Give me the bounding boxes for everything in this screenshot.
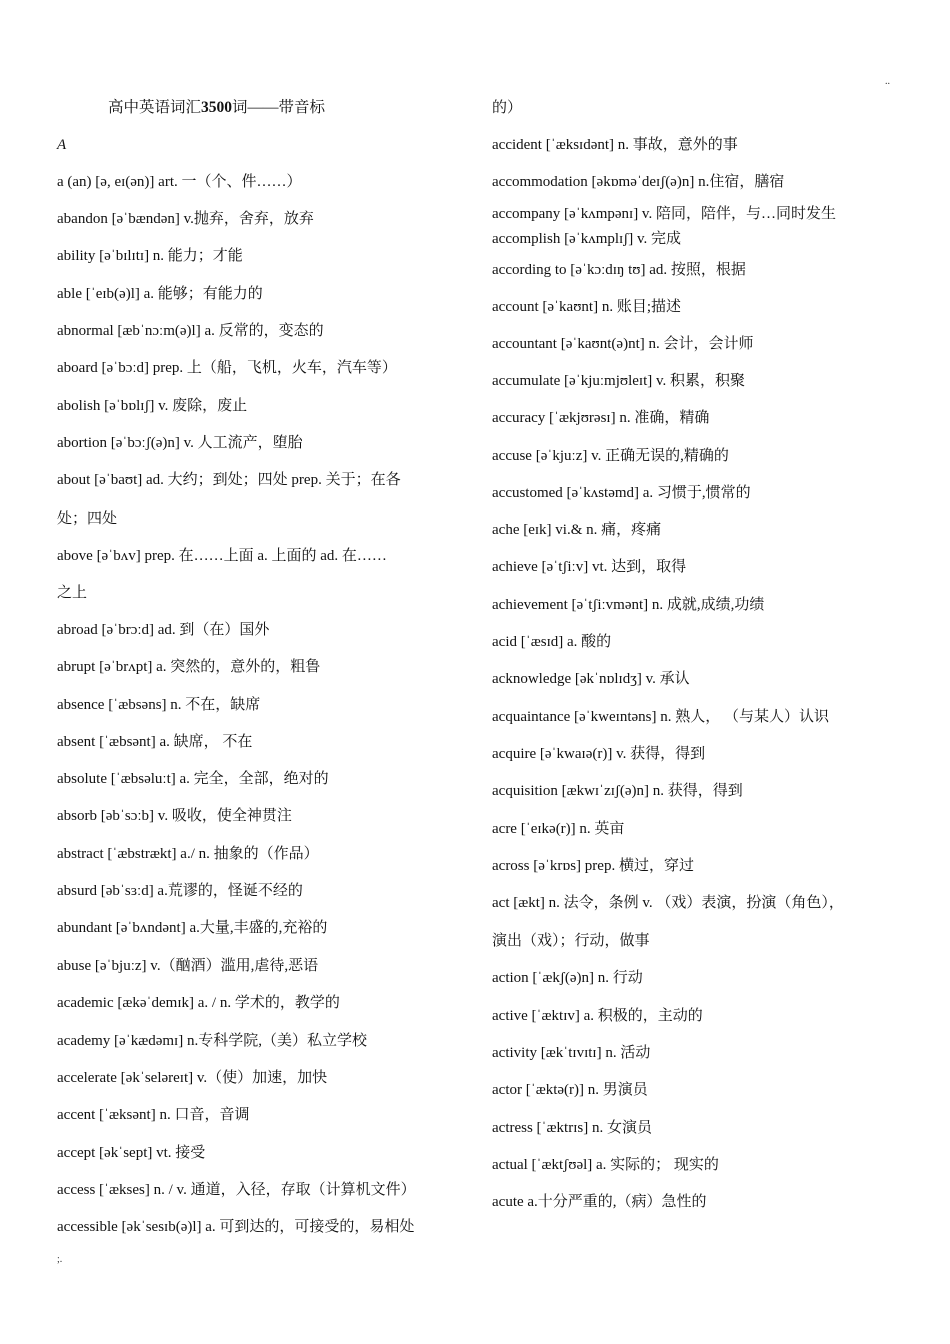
vocab-entry-line: abnormal [æbˈnɔːm(ə)l] a. 反常的，变态的: [57, 323, 324, 339]
vocab-entry-line: 演出（戏）；行动，做事: [492, 933, 650, 949]
title-suffix: 词——带音标: [232, 99, 326, 116]
vocab-entry-line: accommodation [əkɒməˈdeɪʃ(ə)n] n.住宿，膳宿: [492, 174, 785, 190]
vocab-entry-line: act [ækt] n. 法令，条例 v. （戏）表演，扮演（角色），: [492, 895, 844, 911]
vocab-entry-line: accuse [əˈkjuːz] v. 正确无误的,精确的: [492, 448, 729, 464]
vocab-entry-line: abundant [əˈbʌndənt] a.大量,丰盛的,充裕的: [57, 920, 328, 936]
vocab-entry-line: actress [ˈæktrɪs] n. 女演员: [492, 1120, 652, 1136]
vocab-entry-line: acknowledge [əkˈnɒlɪdʒ] v. 承认: [492, 671, 690, 687]
vocab-entry-line: according to [əˈkɔːdɪŋ tʊ] ad. 按照，根据: [492, 262, 746, 278]
title-number: 3500: [201, 99, 233, 116]
vocab-entry-line: acute a.十分严重的,（病）急性的: [492, 1194, 707, 1210]
vocab-entry-line: absolute [ˈæbsəluːt] a. 完全，全部，绝对的: [57, 771, 329, 787]
vocab-entry-line: abroad [əˈbrɔːd] ad. 到（在）国外: [57, 622, 270, 638]
vocab-entry-line: 的）: [492, 100, 523, 116]
vocab-entry-line: academy [əˈkædəmɪ] n.专科学院,（美）私立学校: [57, 1033, 367, 1049]
vocab-entry-line: access [ˈækses] n. / v. 通道，入径，存取（计算机文件）: [57, 1182, 416, 1198]
vocab-entry-line: above [əˈbʌv] prep. 在……上面 a. 上面的 ad. 在……: [57, 548, 387, 564]
title-prefix: 高中英语词汇: [108, 99, 202, 116]
vocab-entry-line: actor [ˈæktə(r)] n. 男演员: [492, 1082, 648, 1098]
vocab-entry-line: acquire [əˈkwaɪə(r)] v. 获得，得到: [492, 746, 706, 762]
vocab-entry-line: abandon [əˈbændən] v.抛弃，舍弃，放弃: [57, 211, 314, 227]
vocab-entry-line: accept [əkˈsept] vt. 接受: [57, 1145, 206, 1161]
vocab-entry-line: accent [ˈæksənt] n. 口音，音调: [57, 1107, 250, 1123]
vocab-entry-line: activity [ækˈtɪvɪtɪ] n. 活动: [492, 1045, 651, 1061]
vocab-entry-line: acid [ˈæsɪd] a. 酸的: [492, 634, 612, 650]
vocab-entry-line: actual [ˈæktʃʊəl] a. 实际的； 现实的: [492, 1157, 719, 1173]
vocab-entry-line: across [əˈkrɒs] prep. 横过，穿过: [492, 858, 694, 874]
vocab-entry-line: achieve [əˈtʃiːv] vt. 达到，取得: [492, 559, 687, 575]
vocab-entry-line: ache [eɪk] vi.& n. 痛，疼痛: [492, 522, 662, 538]
vocab-entry-line: accumulate [əˈkjuːmjʊleɪt] v. 积累，积聚: [492, 373, 746, 389]
vocab-entry-line: 处；四处: [57, 511, 118, 527]
vocab-entry-line: ability [əˈbɪlɪtɪ] n. 能力；才能: [57, 248, 243, 264]
vocab-entry-line: abolish [əˈbɒlɪʃ] v. 废除，废止: [57, 398, 248, 414]
vocab-entry-line: 之上: [57, 585, 88, 601]
page-corner-mark-bottom: ;.: [57, 1254, 63, 1265]
page-corner-mark-top: ..: [885, 76, 890, 87]
vocab-entry-line: academic [ækəˈdemɪk] a. / n. 学术的，教学的: [57, 995, 340, 1011]
vocab-entry-line: abortion [əˈbɔːʃ(ə)n] v. 人工流产，堕胎: [57, 435, 303, 451]
vocab-entry-line: abrupt [əˈbrʌpt] a. 突然的，意外的，粗鲁: [57, 659, 321, 675]
vocab-entry-line: active [ˈæktɪv] a. 积极的，主动的: [492, 1008, 703, 1024]
vocab-entry-line: accident [ˈæksɪdənt] n. 事故，意外的事: [492, 137, 738, 153]
vocab-entry-line: absence [ˈæbsəns] n. 不在，缺席: [57, 697, 261, 713]
vocab-entry-line: accompany [əˈkʌmpənɪ] v. 陪同，陪伴，与…同时发生: [492, 206, 836, 222]
vocab-entry-line: accomplish [əˈkʌmplɪʃ] v. 完成: [492, 231, 681, 247]
vocab-entry-line: about [əˈbaʊt] ad. 大约；到处；四处 prep. 关于；在各: [57, 472, 401, 488]
vocab-entry-line: accelerate [əkˈseləreɪt] v.（使）加速，加快: [57, 1070, 328, 1086]
vocab-entry-line: abstract [ˈæbstrækt] a./ n. 抽象的（作品）: [57, 846, 319, 862]
vocab-entry-line: abuse [əˈbjuːz] v.（酗酒）滥用,虐待,恶语: [57, 958, 319, 974]
vocab-entry-line: achievement [əˈtʃiːvmənt] n. 成就,成绩,功绩: [492, 597, 765, 613]
vocab-entry-line: able [ˈeɪb(ə)l] a. 能够；有能力的: [57, 286, 263, 302]
vocab-entry-line: accustomed [əˈkʌstəmd] a. 习惯于,惯常的: [492, 485, 751, 501]
vocab-entry-line: acquisition [ækwɪˈzɪʃ(ə)n] n. 获得，得到: [492, 783, 743, 799]
vocab-entry-line: accountant [əˈkaʊnt(ə)nt] n. 会计，会计师: [492, 336, 754, 352]
vocab-entry-line: accessible [əkˈsesɪb(ə)l] a. 可到达的，可接受的，易相处: [57, 1219, 415, 1235]
vocab-entry-line: account [əˈkaʊnt] n. 账目;描述: [492, 299, 682, 315]
vocab-entry-line: action [ˈækʃ(ə)n] n. 行动: [492, 970, 643, 986]
section-letter: A: [57, 137, 67, 153]
vocab-entry-line: aboard [əˈbɔːd] prep. 上（船，飞机，火车，汽车等）: [57, 360, 397, 376]
vocab-entry-line: absorb [əbˈsɔːb] v. 吸收，使全神贯注: [57, 808, 292, 824]
page-title: [108, 98, 325, 118]
vocab-entry-line: accuracy [ˈækjʊrəsɪ] n. 准确，精确: [492, 410, 710, 426]
vocab-entry-line: absent [ˈæbsənt] a. 缺席， 不在: [57, 734, 253, 750]
vocab-entry-line: acquaintance [əˈkweɪntəns] n. 熟人， （与某人）认识: [492, 709, 829, 725]
vocab-entry-line: acre [ˈeɪkə(r)] n. 英亩: [492, 821, 625, 837]
vocab-entry-line: absurd [əbˈsɜːd] a.荒谬的，怪诞不经的: [57, 883, 303, 899]
vocab-entry-line: a (an) [ə, eɪ(ən)] art. 一（个、件……）: [57, 174, 302, 190]
